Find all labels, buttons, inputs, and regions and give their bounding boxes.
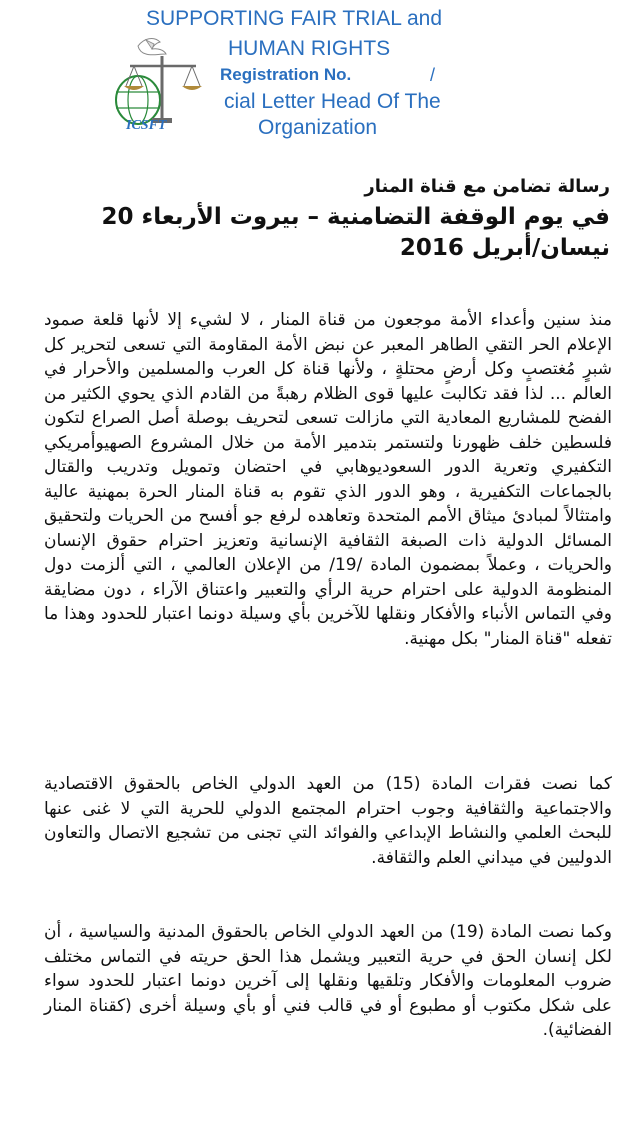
body-paragraph-1: منذ سنين وأعداء الأمة موجعون من قناة المنار ، لا لشيء إلا لأنها قلعة صمود الإعلام الحر التقي الطاهر المعبر عن نبض الأمة المقاومة التي تسعى لتحرير كل شبرٍ مُغتصبٍ وكل أرضٍ محتلةٍ ، ولأنها قناة كل العرب والمسلمين والأحرار في العالم ... لذا فقد تكالبت عليها قوى الظلام رهبةً من القادم الذي يحوي الكثير من الفضح للمشاريع المعادية التي مازالت تسعى لتحريف بوصلة أصل الصراع لتكون فلسطين خلف ظهورنا ولتستمر بتدمير الأمة من خلال المشروع الصهيوأمريكي التكفيري وتعرية الدور السعوديوهابي في احتضان وتمويل وتدريب والقتال بالجماعات التكفيرية ، وهو الدور الذي تقوم به قناة المنار الحرة بمهنية عالية وامتثالاً لمبادئ ميثاق الأمم المتحدة وتعاهده لرفع جو أفسح من الحريات ولتحقيق المسائل الدولية ذات الصبغة الثقافية الإنسانية وتعزيز احترام حقوق الإنسان والحريات ، وعملاً بمضمون المادة /19/ من الإعلان العالمي ، التي ألزمت دول المنظومة الدولية على احترام حرية الرأي والتعبير واعتناق الآراء ، دون مضايقة وفي التماس الأنباء والأفكار ونقلها للآخرين بأي وسيلة دونما اعتبار للحدود وهذا ما تفعله "قناة المنار" بكل مهنية. — [44, 310, 612, 649]
letterhead — [0, 0, 640, 150]
organization-label: Organization — [258, 116, 378, 139]
body-paragraph-3: وكما نصت المادة (19) من العهد الدولي الخاص بالحقوق المدنية والسياسية ، أن لكل إنسان الحق في حرية التعبير ويشمل هذا الحق حريته في التماس مختلف ضروب المعلومات والأفكار وتلقيها ونقلها إلى آخرين دونما اعتبار للحدود سواء على شكل مكتوب أو مطبوع أو في قالب فني أو بأي وسيلة أخرى (كقناة المنار الفضائية). — [44, 922, 612, 1040]
organization-name-line-1: SUPPORTING FAIR TRIAL and — [146, 7, 443, 30]
letter-title: رسالة تضامن مع قناة المنار — [364, 176, 610, 197]
registration-label: Registration No. — [220, 65, 352, 84]
organization-name-line-2: HUMAN RIGHTS — [228, 37, 391, 60]
official-letter-head-line: cial Letter Head Of The — [224, 90, 441, 113]
body-paragraph-2: كما نصت فقرات المادة (15) من العهد الدولي الخاص بالحقوق الاقتصادية والاجتماعية والثقافية وجوب احترام المجتمع الدولي للحرية التي لا غنى عنها للبحث العلمي والنشاط الإبداعي والفوائد التي تجنى من تشجيع الاتصال والتعاون الدوليين في ميداني العلم والثقافة. — [44, 774, 612, 868]
registration-separator: / — [430, 65, 436, 85]
logo-acronym: ICSFT — [126, 118, 167, 133]
event-title: في يوم الوقفة التضامنية – بيروت الأربعاء 20 نيسان/أبريل 2016 — [101, 204, 610, 261]
